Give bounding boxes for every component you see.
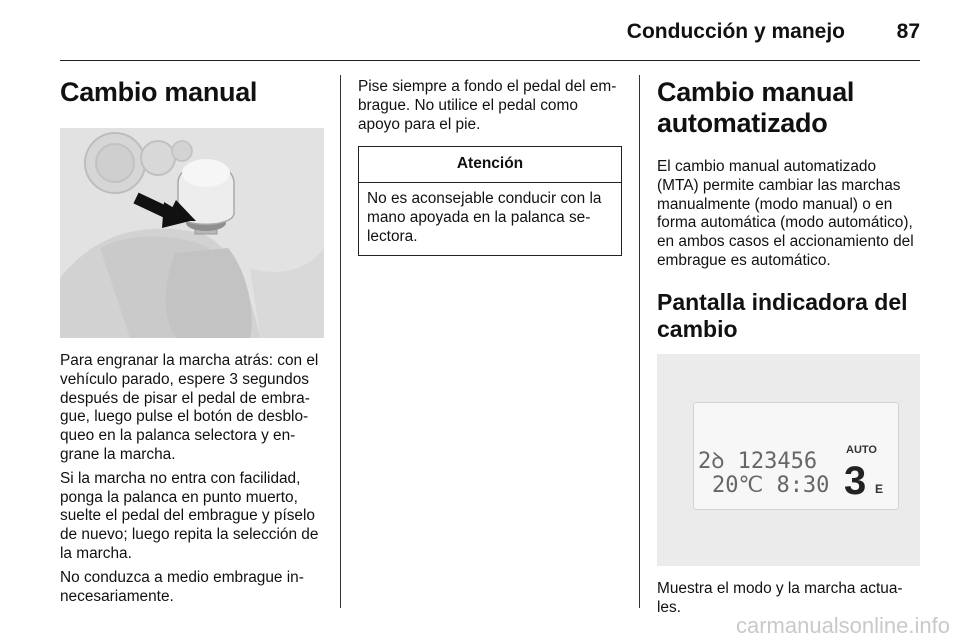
column-divider xyxy=(340,75,341,608)
page-header xyxy=(0,0,960,62)
lcd-auto-label: AUTO xyxy=(846,443,877,456)
notice-title: Atención xyxy=(359,147,621,183)
paragraph: No conduzca a medio embrague in-necesariamente. xyxy=(60,568,304,605)
lcd-current-gear: 3 xyxy=(844,458,867,503)
gear-display-photo xyxy=(657,354,920,566)
gear-lever-photo xyxy=(60,128,324,338)
lcd-gear-sequence: 2ꝺ 123456 xyxy=(698,448,818,474)
caption: Muestra el modo y la marcha actua-les. xyxy=(657,579,903,616)
paragraph: Pise siempre a fondo el pedal del em-brague. No utilice el pedal como apoyo para el pie. xyxy=(358,78,617,133)
lcd-display xyxy=(693,402,899,510)
header-divider xyxy=(60,60,920,61)
column-3 xyxy=(657,62,920,617)
paragraph: Si la marcha no entra con facilidad, ponga la palanca en punto muerto, suelte el pedal del embrague y píselo de nuevo; luego repita la selección de la marcha. xyxy=(60,469,319,562)
watermark: carmanualsonline.info xyxy=(735,613,950,638)
heading-cambio-manual: Cambio manual xyxy=(60,77,258,107)
gear-lever-illustration xyxy=(60,128,324,338)
page-number: 87 xyxy=(896,20,920,43)
notice-box xyxy=(358,146,622,255)
lcd-temp-time: 20℃ 8:30 xyxy=(712,472,830,498)
section-title: Conducción y manejo xyxy=(626,20,845,43)
column-1 xyxy=(60,62,325,606)
heading-cambio-manual-automatizado: Cambio manual automatizado xyxy=(657,77,855,138)
lcd-mode: E xyxy=(875,481,884,496)
paragraph: El cambio manual automatizado (MTA) permite cambiar las marchas manualmente (modo manual) o en forma automática (modo automático), en ambos casos el accionamiento del embrague es automático. xyxy=(657,158,914,269)
column-divider xyxy=(639,75,640,608)
notice-text: No es aconsejable conducir con la mano apoyada en la palanca se-lectora. xyxy=(367,190,602,245)
column-2 xyxy=(358,62,622,256)
paragraph: Para engranar la marcha atrás: con el vehículo parado, espere 3 segundos después de pisar el pedal de embra-gue, luego pulse el botón de desblo-queo en la palanca selectora y en-grane la marcha. xyxy=(60,352,319,463)
subheading-pantalla: Pantalla indicadora del cambio xyxy=(657,288,908,342)
